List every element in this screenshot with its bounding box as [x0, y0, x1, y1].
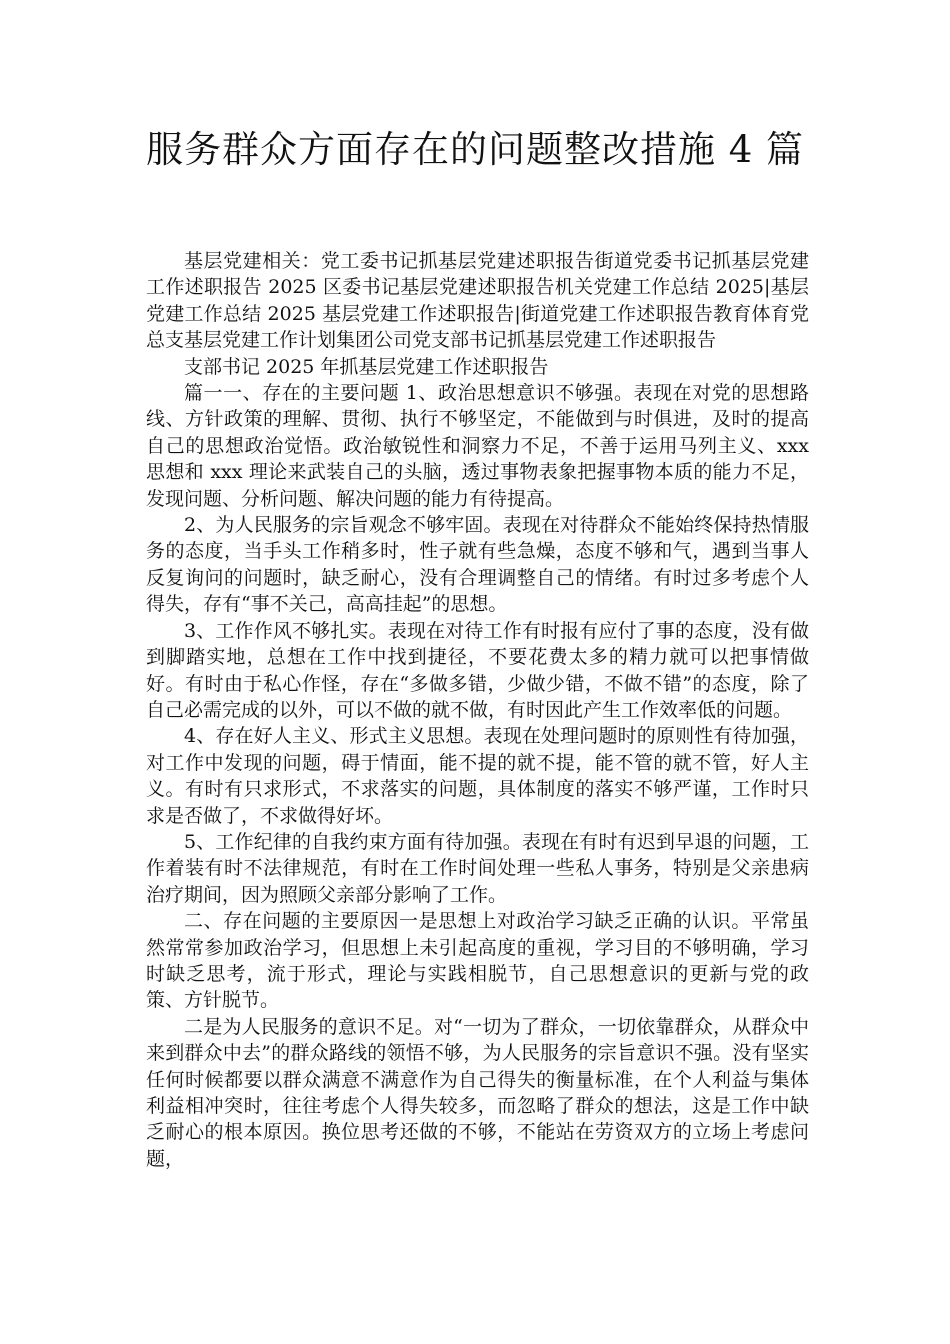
paragraph-cause-1: 二、存在问题的主要原因一是思想上对政治学习缺乏正确的认识。平常虽然常常参加政治学习，但思想上未引起高度的重视，学习目的不够明确，学习时缺乏思考，流于形式，理论与实践相脱节，自己思想意识的更新与党的政策、方针脱节。 — [146, 910, 809, 1012]
paragraph-issue-3: 3、工作作风不够扎实。表现在对待工作有时报有应付了事的态度，没有做到脚踏实地，总想在工作中找到捷径，不要花费太多的精力就可以把事情做好。有时由于私心作怪，存在“多做多错，少做少错，不做不错”的态度，除了自己必需完成的以外，可以不做的就不做，有时因此产生工作效率低的问题。 — [146, 619, 809, 721]
paragraph-issue-2: 2、为人民服务的宗旨观念不够牢固。表现在对待群众不能始终保持热情服务的态度，当手头工作稍多时，性子就有些急燥，态度不够和气，遇到当事人反复询问的问题时，缺乏耐心，没有合理调整自己的情绪。有时过多考虑个人得失，存有“事不关己，高高挂起”的思想。 — [146, 514, 809, 616]
paragraph-related-links: 基层党建相关：党工委书记抓基层党建述职报告街道党委书记抓基层党建工作述职报告 2025 区委书记基层党建述职报告机关党建工作总结 2025|基层党建工作总结 2025 基层党建工作述职报告|街道党建工作述职报告教育体育党总支基层党建工作计划集团公司党支部书记抓基层党建工作述职报告 — [146, 250, 809, 352]
document-body — [146, 248, 809, 1172]
document-title: 服务群众方面存在的问题整改措施 4 篇 — [145, 128, 805, 171]
paragraph-issue-4: 4、存在好人主义、形式主义思想。表现在处理问题时的原则性有待加强，对工作中发现的问题，碍于情面，能不提的就不提，能不管的就不管，好人主义。有时有只求形式，不求落实的问题，具体制度的落实不够严谨，工作时只求是否做了，不求做得好坏。 — [146, 725, 809, 827]
paragraph-cause-2: 二是为人民服务的意识不足。对“一切为了群众，一切依靠群众，从群众中来到群众中去”的群众路线的领悟不够，为人民服务的宗旨意识不强。没有坚实任何时候都要以群众满意不满意作为自己得失的衡量标准，在个人利益与集体利益相冲突时，往往考虑个人得失较多，而忽略了群众的想法，这是工作中缺乏耐心的根本原因。换位思考还做的不够，不能站在劳资双方的立场上考虑问题， — [146, 1015, 809, 1170]
paragraph-issue-1: 篇一一、存在的主要问题 1、政治思想意识不够强。表现在对党的思想路线、方针政策的理解、贯彻、执行不够坚定，不能做到与时俱进，及时的提高自己的思想政治觉悟。政治敏锐性和洞察力不足，不善于运用马列主义、xxx 思想和 xxx 理论来武装自己的头脑，透过事物表象把握事物本质的能力不足，发现问题、分析问题、解决问题的能力有待提高。 — [146, 382, 809, 510]
paragraph-issue-5: 5、工作纪律的自我约束方面有待加强。表现在有时有迟到早退的问题，工作着装有时不法律规范，有时在工作时间处理一些私人事务，特别是父亲患病治疗期间，因为照顾父亲部分影响了工作。 — [146, 830, 809, 906]
paragraph-report-title: 支部书记 2025 年抓基层党建工作述职报告 — [184, 355, 549, 378]
